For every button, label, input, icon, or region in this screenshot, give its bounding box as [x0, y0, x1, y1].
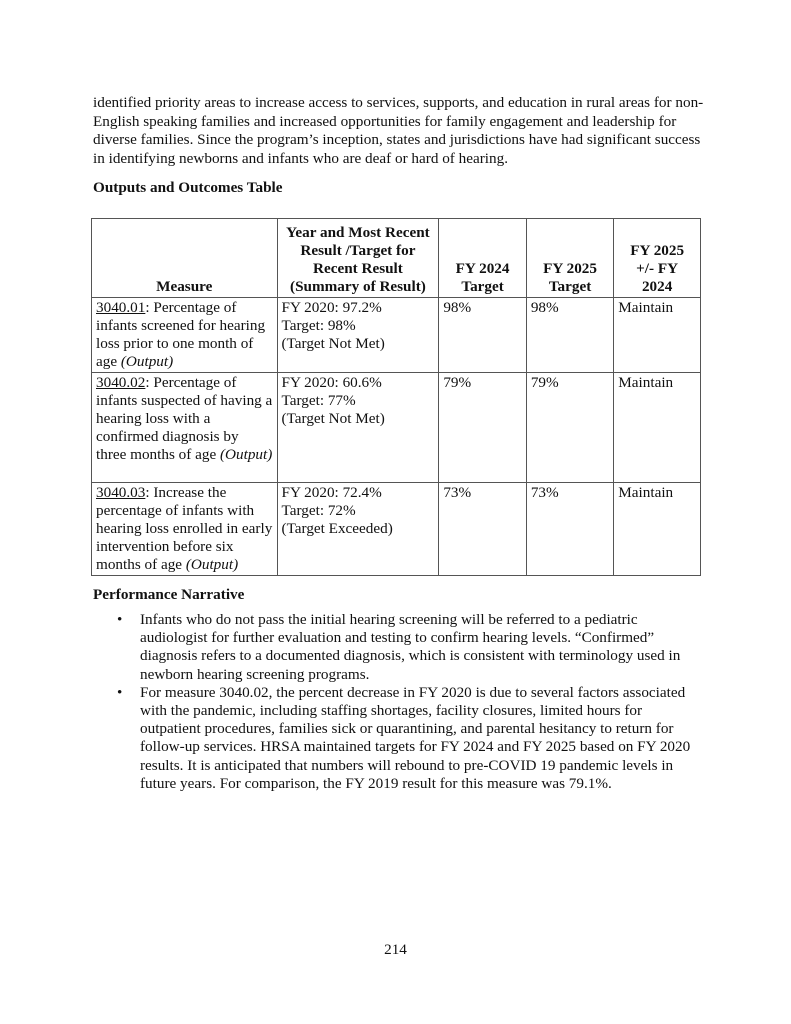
- bullet-icon: •: [117, 611, 123, 628]
- change-cell: Maintain: [614, 483, 701, 576]
- fy2024-target-cell: 98%: [439, 298, 526, 373]
- result-summary: (Target Not Met): [281, 410, 385, 427]
- target-line: Target: 98%: [281, 317, 356, 334]
- header-line: FY 2025: [630, 242, 685, 259]
- header-line: Recent Result: [313, 260, 403, 277]
- bullet-icon: •: [117, 683, 123, 701]
- narrative-list: [93, 611, 705, 793]
- result-cell: [277, 483, 439, 576]
- bullet-text: Infants who do not pass the initial hearing screening will be referred to a pediatric audiologist for further evaluation and testing to confirm hearing levels. “Confirmed” diagnosis refers to a documented diagnosis, which is consistent with terminology used in newborn hearing screening programs.: [140, 611, 681, 683]
- measure-type: (Output): [185, 556, 239, 573]
- header-line: FY 2025: [543, 260, 597, 277]
- measure-cell: [92, 483, 278, 576]
- header-measure: Measure: [92, 219, 278, 298]
- fy2024-target-cell: 79%: [439, 373, 526, 483]
- measure-description: : Percentage of infants suspected of having a hearing loss with a confirmed diagnosis by three months of age: [96, 374, 273, 463]
- result-summary: (Target Not Met): [281, 335, 385, 352]
- fy2024-target-cell: 73%: [439, 483, 526, 576]
- header-line: Target: [548, 278, 592, 295]
- measure-cell: [92, 298, 278, 373]
- header-line: +/- FY: [636, 260, 679, 277]
- result-summary: (Target Exceeded): [281, 520, 393, 537]
- header-line: Target: [461, 278, 504, 295]
- header-line: 2024: [641, 278, 673, 295]
- result-cell: [277, 298, 439, 373]
- page-number: 214: [384, 941, 407, 958]
- table-header-row: [92, 219, 701, 298]
- measure-description: : Percentage of infants screened for hearing loss prior to one month of age: [96, 299, 266, 370]
- header-line: FY 2024: [455, 260, 510, 277]
- table-row: [92, 373, 701, 483]
- fy2025-target-cell: 79%: [526, 373, 613, 483]
- measure-type: (Output): [120, 353, 174, 370]
- measure-id-link[interactable]: 3040.01: [96, 299, 146, 316]
- measure-id-link[interactable]: 3040.02: [96, 374, 146, 391]
- table-row: [92, 298, 701, 373]
- result-cell: [277, 373, 439, 483]
- header-change: [614, 219, 701, 298]
- measure-id-link[interactable]: 3040.03: [96, 484, 146, 501]
- header-line: Year and Most Recent: [286, 224, 430, 241]
- narrative-bullet: [93, 611, 705, 684]
- table-row: [92, 483, 701, 576]
- intro-paragraph: identified priority areas to increase access to services, supports, and education in rural areas for non-English speaking families and increased opportunities for family engagement and leadership for diverse families. Since the program’s inception, states and jurisdictions have had significant success in identifying newborns and infants who are deaf or hard of hearing.: [93, 94, 704, 167]
- bullet-text: For measure 3040.02, the percent decrease in FY 2020 is due to several factors associated with the pandemic, including staffing shortages, facility closures, limited hours for outpatient procedures, families sick or quarantining, and parental hesitancy to return for follow-up services. HRSA maintained targets for FY 2024 and FY 2025 based on FY 2020 results. It is anticipated that numbers will rebound to pre-COVID 19 pandemic levels in future years. For comparison, the FY 2019 result for this measure was 79.1%.: [140, 683, 691, 792]
- measure-type: (Output): [220, 446, 273, 463]
- header-line: (Summary of Result): [290, 278, 426, 295]
- header-line: Result /Target for: [300, 242, 416, 259]
- header-recent-result: [277, 219, 439, 298]
- fy2025-target-cell: 73%: [526, 483, 613, 576]
- measure-cell: [92, 373, 278, 483]
- header-fy2025-target: [526, 219, 613, 298]
- outputs-outcomes-table: [91, 218, 701, 576]
- narrative-bullet: [93, 684, 705, 793]
- target-line: Target: 72%: [281, 502, 356, 519]
- result-line: FY 2020: 60.6%: [281, 374, 382, 391]
- change-cell: Maintain: [614, 298, 701, 373]
- change-cell: Maintain: [614, 373, 701, 483]
- header-fy2024-target: [439, 219, 526, 298]
- target-line: Target: 77%: [281, 392, 356, 409]
- result-line: FY 2020: 97.2%: [281, 299, 382, 316]
- table-title: Outputs and Outcomes Table: [93, 179, 283, 196]
- narrative-title: Performance Narrative: [93, 586, 245, 603]
- measure-description: : Increase the percentage of infants with hearing loss enrolled in early intervention before six months of age: [96, 484, 273, 573]
- result-line: FY 2020: 72.4%: [281, 484, 382, 501]
- fy2025-target-cell: 98%: [526, 298, 613, 373]
